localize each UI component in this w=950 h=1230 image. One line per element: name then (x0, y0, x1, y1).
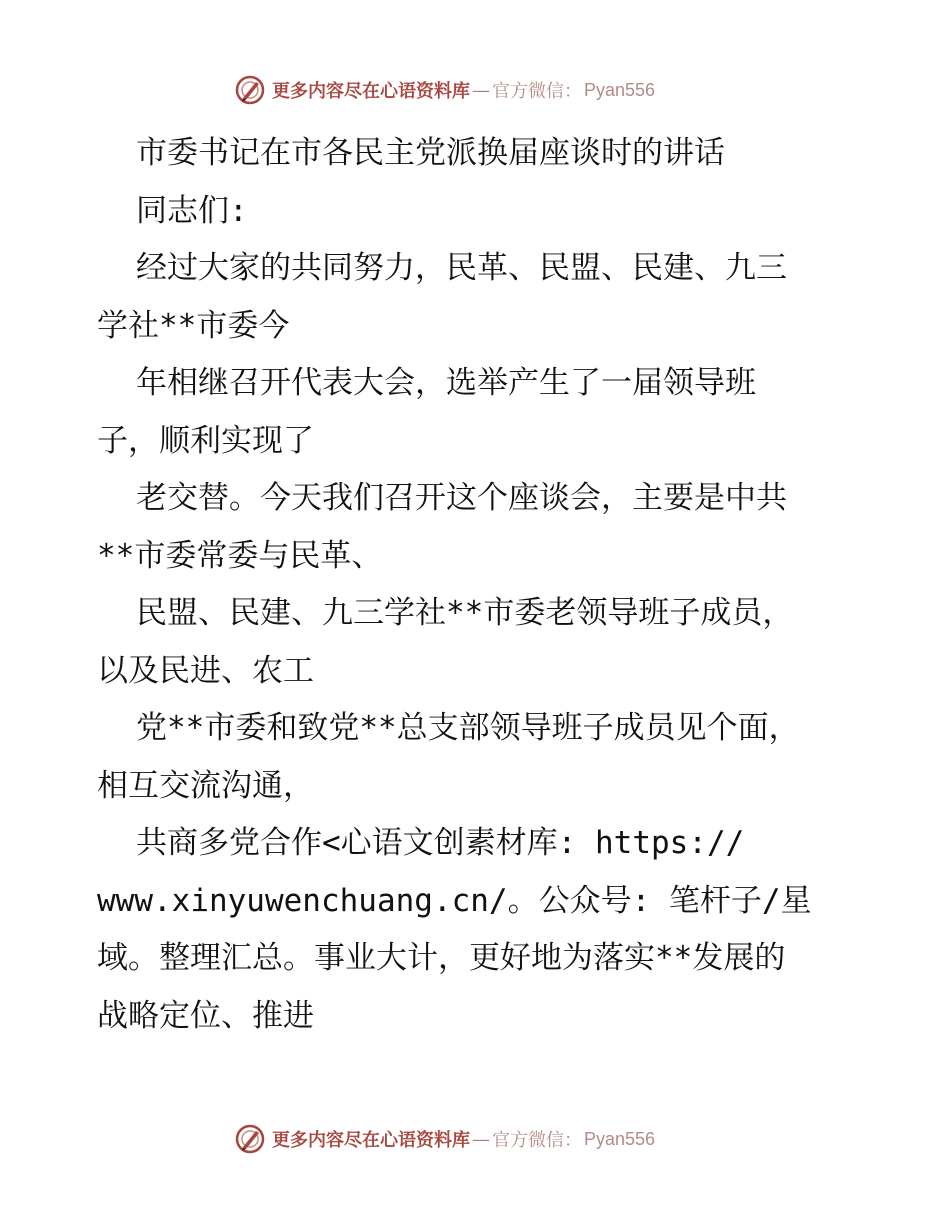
document-title: 市委书记在市各民主党派换届座谈时的讲话 (136, 135, 725, 171)
paragraph-line: 民盟、民建、九三学社**市委老领导班子成员， (136, 595, 794, 631)
banner-main-text: 更多内容尽在心语资料库 (272, 1130, 470, 1151)
paragraph-line: 相互交流沟通， (97, 767, 314, 804)
banner-main-text: 更多内容尽在心语资料库 (272, 81, 470, 102)
header-banner (234, 73, 655, 107)
paragraph-line: 经过大家的共同努力，民革、民盟、民建、九三 (136, 250, 787, 286)
banner-wechat-id: Pyan556 (584, 1128, 656, 1149)
banner-wechat-label: 官方微信： (492, 1130, 582, 1151)
paragraph-line: 党**市委和致党**总支部领导班子成员见个面， (136, 710, 800, 746)
banner-wechat-label: 官方微信： (492, 81, 582, 102)
banner-separator: — (472, 79, 490, 101)
banner-separator: — (472, 1128, 490, 1150)
paragraph-line: 战略定位、推进 (97, 997, 314, 1034)
pen-logo-icon (234, 1123, 266, 1155)
paragraph-line: 年相继召开代表大会，选举产生了一届领导班 (136, 365, 756, 401)
paragraph-line: 子，顺利实现了 (97, 422, 314, 459)
banner-wechat-id: Pyan556 (584, 79, 656, 100)
paragraph-line: 共商多党合作<心语文创素材库: https:// (136, 825, 745, 861)
pen-logo-icon (234, 74, 266, 106)
paragraph-line: **市委常委与民革、 (97, 537, 383, 574)
paragraph-line: 学社**市委今 (97, 307, 290, 344)
salutation: 同志们: (136, 192, 248, 229)
paragraph-line: www.xinyuwenchuang.cn/。公众号: 笔杆子/星 (97, 882, 812, 919)
paragraph-line: 以及民进、农工 (97, 652, 314, 689)
document-body (97, 125, 857, 1045)
footer-banner (234, 1122, 655, 1156)
paragraph-line: 域。整理汇总。事业大计，更好地为落实**发展的 (97, 940, 786, 976)
paragraph-line: 老交替。今天我们召开这个座谈会，主要是中共 (136, 480, 787, 516)
